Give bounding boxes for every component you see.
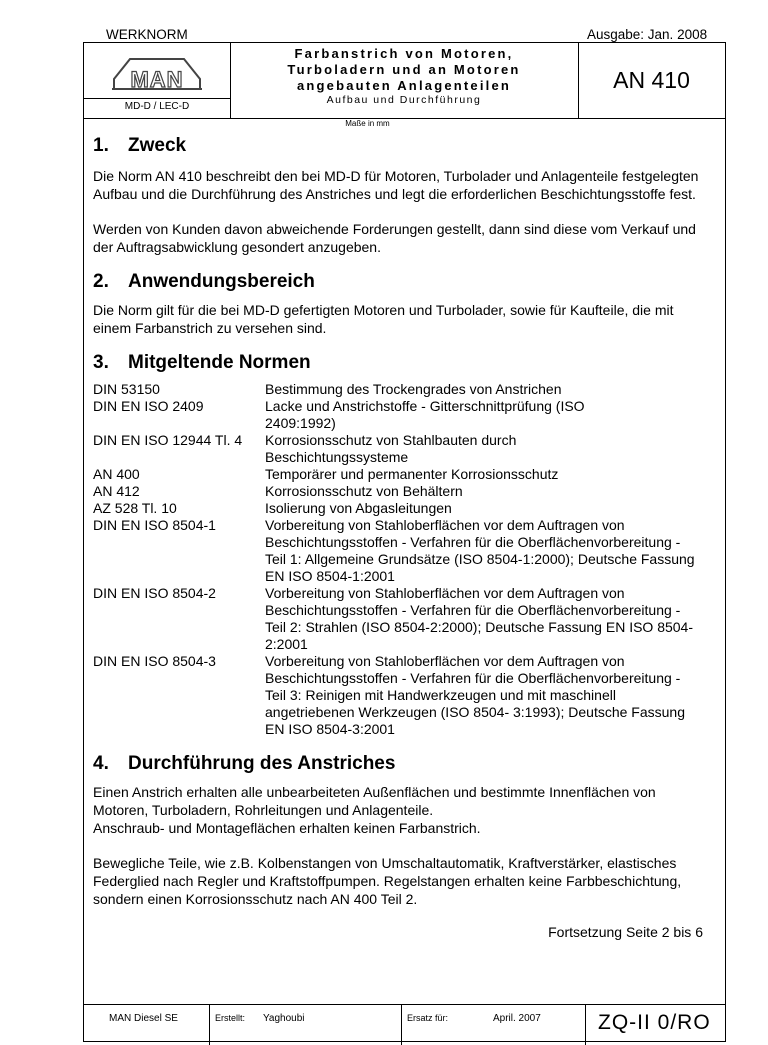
footer-ersatz-value: April. 2007 [493,1013,541,1024]
title-line-2: Turboladern und an Motoren [287,62,521,77]
footer-ersatz-label: Ersatz für: [407,1013,449,1023]
title-line-1: Farbanstrich von Motoren, [294,46,514,61]
norm-row: AN 412 Korrosionsschutz von Behältern [93,483,463,499]
footer-divider [585,1005,586,1045]
logo-cell [84,43,231,118]
document-number: AN 410 [613,67,690,93]
norm-row: DIN EN ISO 8504-2 Vorbereitung von Stahloberflächen vor dem Auftragen von Beschichtungsstoffen - Verfahren für die Oberflächenvorbereitung - Teil 2: Strahlen (ISO 8504-2:2000); Deutsche Fassung EN ISO 8504-2:2001 [93,585,694,652]
norms-list [93,381,703,738]
section-4-heading: 4. Durchführung des Anstriches [93,753,396,774]
subtitle: Aufbau und Durchführung [326,94,482,106]
norm-row: DIN EN ISO 12944 Tl. 4 Korrosionsschutz von Stahlbauten durch Beschichtungssysteme [93,432,517,465]
footer-divider [209,1005,210,1045]
units-note: Maße in mm [345,119,390,128]
section-4-paragraph-2: Bewegliche Teile, wie z.B. Kolbenstangen von Umschaltautomatik, Kraftverstärker, elastisches Federglied nach Regler und Kraftstoffpumpen. Regelstangen erhalten keine Farbbeschichtung, sondern einen Korrosionsschutz nach AN 400 Teil 2. [93,855,682,907]
title-cell [230,43,579,118]
section-1-paragraph-1: Die Norm AN 410 beschreibt den bei MD-D für Motoren, Turbolader und Anlagenteile festgelegten Aufbau und die Durchführung des Anstriches und legt die erforderlichen Beschichtungsstoffe fest. [93,168,699,202]
norm-row: DIN EN ISO 8504-1 Vorbereitung von Stahloberflächen vor dem Auftragen von Beschichtungsstoffen - Verfahren für die Oberflächenvorbereitung - Teil 1: Allgemeine Grundsätze (ISO 8504-1:2000); Deutsche Fassung EN ISO 8504-1:2001 [93,517,695,584]
norm-row: DIN EN ISO 2409 Lacke und Anstrichstoffe - Gitterschnittprüfung (ISO 2409:1992) [93,398,585,431]
title-line-3: angebauten Anlagenteilen [296,78,512,93]
section-1-paragraph-2: Werden von Kunden davon abweichende Forderungen gestellt, dann sind diese vom Verkauf und der Auftragsabwicklung gesondert anzugeben. [93,221,696,255]
section-1-heading: 1. Zweck [93,135,187,156]
logo-text: MAN [130,67,184,92]
man-logo [110,53,204,93]
norm-row: AZ 528 Tl. 10 Isolierung von Abgasleitungen [93,500,452,516]
footer-code: ZQ-II 0/RO [598,1011,711,1034]
norm-row: AN 400 Temporärer und permanenter Korrosionsschutz [93,466,559,482]
department-label: MD-D / LEC-D [84,98,230,112]
section-4-paragraph-1: Einen Anstrich erhalten alle unbearbeiteten Außenflächen und bestimmte Innenflächen von Motoren, Turboladern, Rohrleitungen und Anlagenteile. Anschraub- und Montageflächen erhalten keinen Farbanstrich. [93,784,656,836]
section-2-paragraph: Die Norm gilt für die bei MD-D gefertigten Motoren und Turbolader, sowie für Kaufteile, die mit einem Farbanstrich zu versehen sind. [93,302,674,336]
section-3-heading: 3. Mitgeltende Normen [93,352,311,373]
section-2-heading: 2. Anwendungsbereich [93,271,315,292]
footer-erstellt-label: Erstellt: [215,1013,246,1023]
document-body [93,130,703,940]
norm-row: DIN 53150 Bestimmung des Trockengrades von Anstrichen [93,381,562,397]
document-category: WERKNORM [106,27,188,42]
title-block [83,42,726,119]
footer-company: MAN Diesel SE [109,1013,178,1024]
footer-divider [401,1005,402,1045]
issue-date: Ausgabe: Jan. 2008 [587,27,708,42]
footer-erstellt-value: Yaghoubi [263,1013,305,1024]
norm-row: DIN EN ISO 8504-3 Vorbereitung von Stahloberflächen vor dem Auftragen von Beschichtungsstoffen - Verfahren für die Oberflächenvorbereitung - Teil 3: Reinigen mit Handwerkzeugen und mit maschinell angetriebenen Werkzeugen (ISO 8504- 3:1993); Deutsche Fassung EN ISO 8504-3:2001 [93,653,685,737]
continuation-note: Fortsetzung Seite 2 bis 6 [548,924,703,940]
footer [83,1004,726,1045]
